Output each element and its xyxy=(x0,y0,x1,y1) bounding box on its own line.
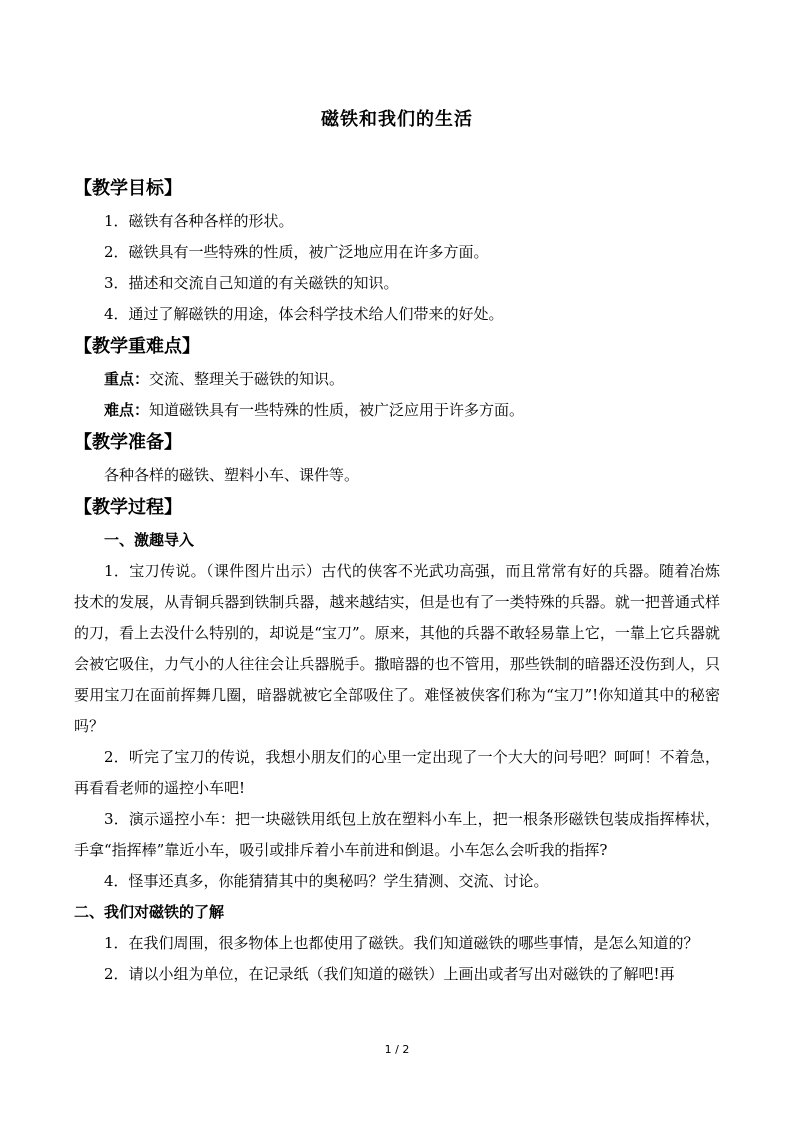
paragraph: 4．怪事还真多，你能猜猜其中的奥秘吗？学生猜测、交流、讨论。 xyxy=(104,872,549,890)
keypoint-difficulty xyxy=(74,395,720,426)
goal-item: 4．通过了解磁铁的用途，体会科学技术给人们带来的好处。 xyxy=(104,305,504,323)
section-heading-process: 【教学过程】 xyxy=(74,497,182,518)
goal-item: 2．磁铁具有一些特殊的性质，被广泛地应用在许多方面。 xyxy=(104,243,489,261)
section-heading-keypoints: 【教学重难点】 xyxy=(74,336,200,357)
subsection-title: 二、我们对磁铁的了解 xyxy=(74,903,225,921)
section-heading-goals: 【教学目标】 xyxy=(74,178,182,199)
paragraph: 1．在我们周围，很多物体上也都使用了磁铁。我们知道磁铁的哪些事情，是怎么知道的？ xyxy=(104,934,699,952)
paragraph: 2．听完了宝刀的传说，我想小朋友们的心里一定出现了一个大大的问号吧？呵呵！不着急，再看看老师的遥控小车吧! xyxy=(74,748,720,797)
subsection-title: 一、激趣导入 xyxy=(104,531,195,549)
document-title: 磁铁和我们的生活 xyxy=(321,109,473,130)
difficulty-label: 难点： xyxy=(104,401,150,419)
goal-item: 3．描述和交流自己知道的有关磁铁的知识。 xyxy=(104,274,399,292)
document-body xyxy=(74,172,720,990)
preparation-text: 各种各样的磁铁、塑料小车、课件等。 xyxy=(104,466,360,484)
goal-item: 1．磁铁有各种各样的形状。 xyxy=(104,212,294,230)
difficulty-text: 知道磁铁具有一些特殊的性质，被广泛应用于许多方面。 xyxy=(149,401,525,419)
page-indicator: 1 / 2 xyxy=(384,1043,410,1056)
focus-label: 重点： xyxy=(104,370,150,388)
paragraph: 1．宝刀传说。（课件图片出示）古代的侠客不光武功高强，而且常常有好的兵器。随着冶炼技术的发展，从青铜兵器到铁制兵器，越来越结实，但是也有了一类特殊的兵器。就一把普通式样的刀，看上去没什么特别的，却说是“宝刀”。原来，其他的兵器不敢轻易靠上它，一靠上它兵器就会被它吸住，力气小的人往往会让兵器脱手。撒暗器的也不管用，那些铁制的暗器还没伤到人，只要用宝刀在面前挥舞几圈，暗器就被它全部吸住了。难怪被侠客们称为“宝刀”!你知道其中的秘密吗？ xyxy=(74,562,720,735)
paragraph: 3．演示遥控小车：把一块磁铁用纸包上放在塑料小车上，把一根条形磁铁包装成指挥棒状，手拿“指挥棒”靠近小车，吸引或排斥着小车前进和倒退。小车怎么会听我的指挥? xyxy=(74,810,720,859)
focus-text: 交流、整理关于磁铁的知识。 xyxy=(149,370,345,388)
paragraph: 2．请以小组为单位，在记录纸（我们知道的磁铁）上画出或者写出对磁铁的了解吧!再 xyxy=(104,965,675,983)
section-heading-preparation: 【教学准备】 xyxy=(74,432,182,453)
keypoint-focus xyxy=(74,364,720,395)
